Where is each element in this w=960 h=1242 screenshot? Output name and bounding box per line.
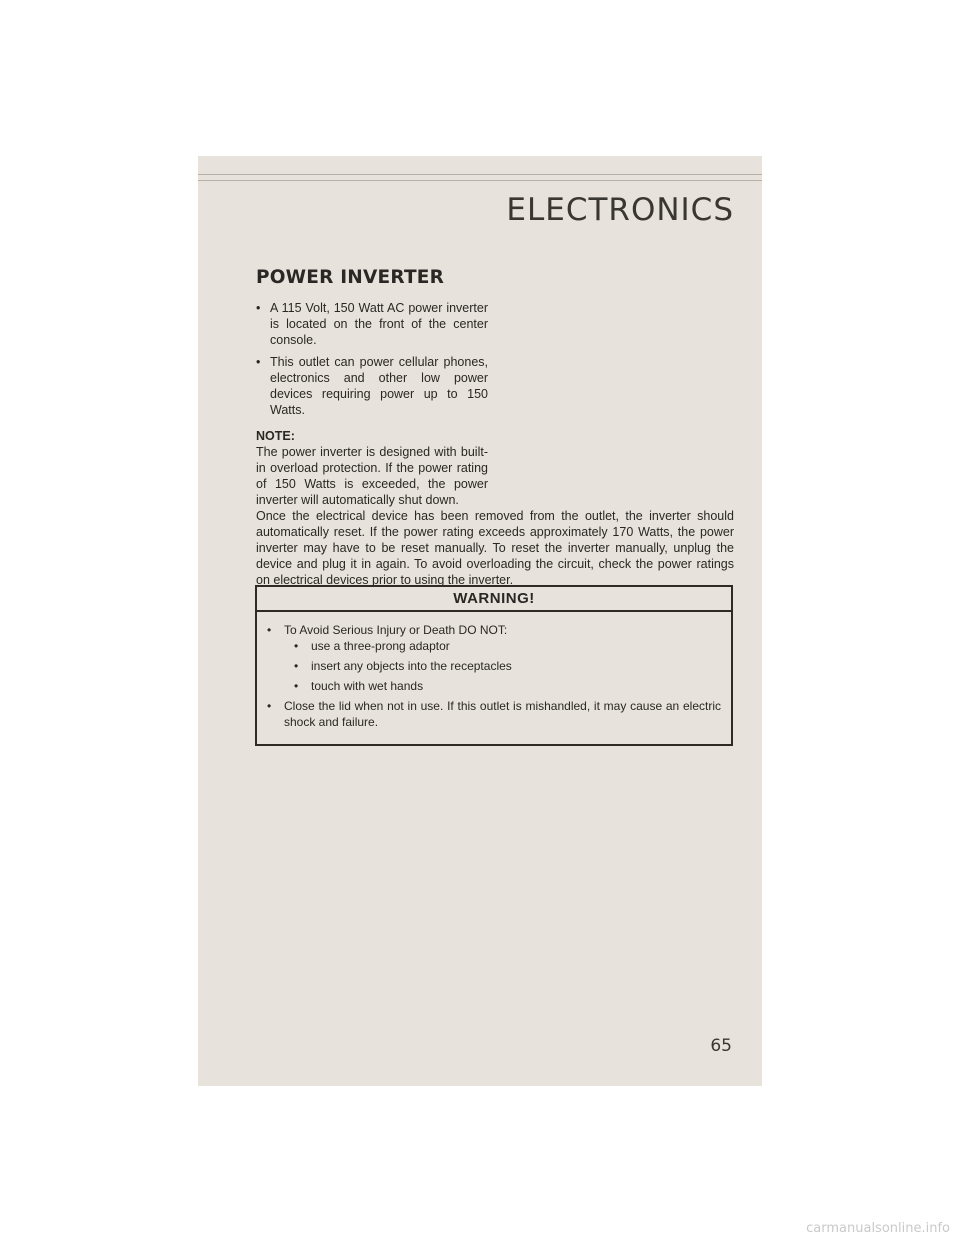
list-item [294,678,721,694]
section-title: ELECTRONICS [506,192,734,228]
feature-bullet-list [256,300,488,418]
article-heading: POWER INVERTER [256,267,445,288]
bullet-icon: • [294,659,299,673]
note-continuation-text: Once the electrical device has been removed from the outlet, the inverter should automatically reset. If the power rating exceeds approximately 170 Watts, the power inverter may have to be reset manually. To reset the inverter manually, unplug the device and plug it in again. To avoid overloading the circuit, check the power ratings on electrical devices prior to using the inverter. [256,509,734,587]
warning-body [257,612,731,744]
list-item-text: touch with wet hands [311,679,424,693]
warning-box [255,585,733,746]
header-rule-bottom [198,180,762,181]
bullet-icon: • [294,639,299,653]
header-rule-top [198,174,762,175]
list-item-text: insert any objects into the receptacles [311,659,512,673]
list-item-text: use a three-prong adaptor [311,639,450,653]
bullet-icon: • [267,623,272,637]
list-item [294,658,721,674]
list-item [267,622,721,694]
list-item [294,638,721,654]
list-item-text: This outlet can power cellular phones, electronics and other low power devices requiring power up to 150 Watts. [270,355,488,417]
list-item-text: A 115 Volt, 150 Watt AC power inverter is located on the front of the center console. [270,301,488,347]
site-watermark: carmanualsonline.info [806,1221,950,1236]
note-text: The power inverter is designed with built-in overload protection. If the power rating of 150 Watts is exceeded, the power inverter will automatically shut down. [256,445,488,507]
bullet-icon: • [294,679,299,693]
note-label: NOTE: [256,429,295,443]
page-number: 65 [710,1036,732,1056]
article-content [256,267,734,588]
bullet-icon: • [256,355,261,369]
narrow-column [256,300,488,508]
list-item-text: To Avoid Serious Injury or Death DO NOT: [284,623,508,637]
list-item [256,354,488,418]
manual-page [198,156,762,1086]
warning-title: WARNING! [257,587,731,612]
bullet-icon: • [267,699,272,713]
bullet-icon: • [256,301,261,315]
warning-sub-list [284,638,721,694]
list-item [267,698,721,730]
list-item [256,300,488,348]
list-item-text: Close the lid when not in use. If this outlet is mishandled, it may cause an electric shock and failure. [284,699,721,729]
warning-bullet-list [267,622,721,730]
